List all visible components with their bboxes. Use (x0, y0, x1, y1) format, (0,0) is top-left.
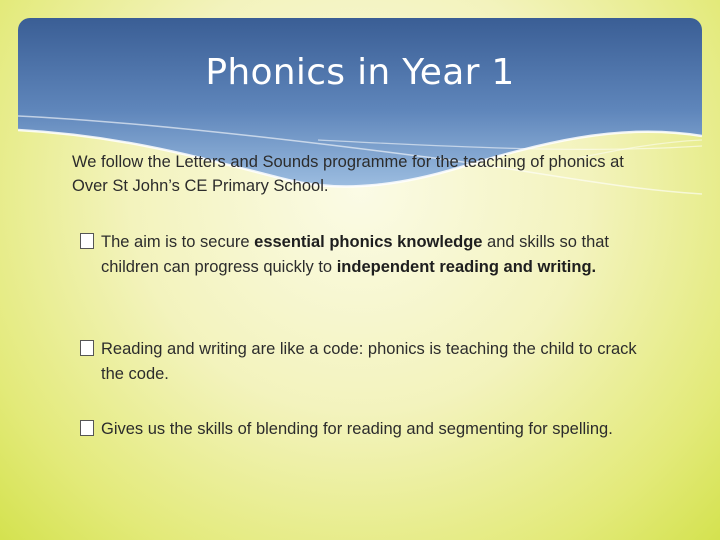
bullet-text: Gives us the skills of blending for reading and segmenting for spelling. (101, 420, 613, 438)
bullet-item-code (80, 337, 650, 387)
bullet-text: Reading and writing are like a code: phonics is teaching the child to crack the code. (101, 340, 637, 383)
bullet-text-part: The aim is to secure (101, 233, 255, 251)
bullet-text-part: and skills so that children can progress quickly to (101, 233, 610, 276)
checkbox-icon (80, 420, 94, 436)
checkbox-icon (80, 340, 94, 356)
intro-paragraph: We follow the Letters and Sounds programme for the teaching of phonics at Over St John’s CE Primary School. (72, 153, 624, 195)
checkbox-icon (80, 233, 94, 249)
bullet-item-skills (80, 417, 650, 442)
slide-title: Phonics in Year 1 (205, 52, 515, 93)
bullet-bold-text: independent reading and writing. (336, 258, 597, 276)
bullet-item-aim (80, 230, 650, 280)
bullet-text (80, 230, 650, 280)
bullet-bold-text: essential phonics knowledge (254, 233, 483, 251)
